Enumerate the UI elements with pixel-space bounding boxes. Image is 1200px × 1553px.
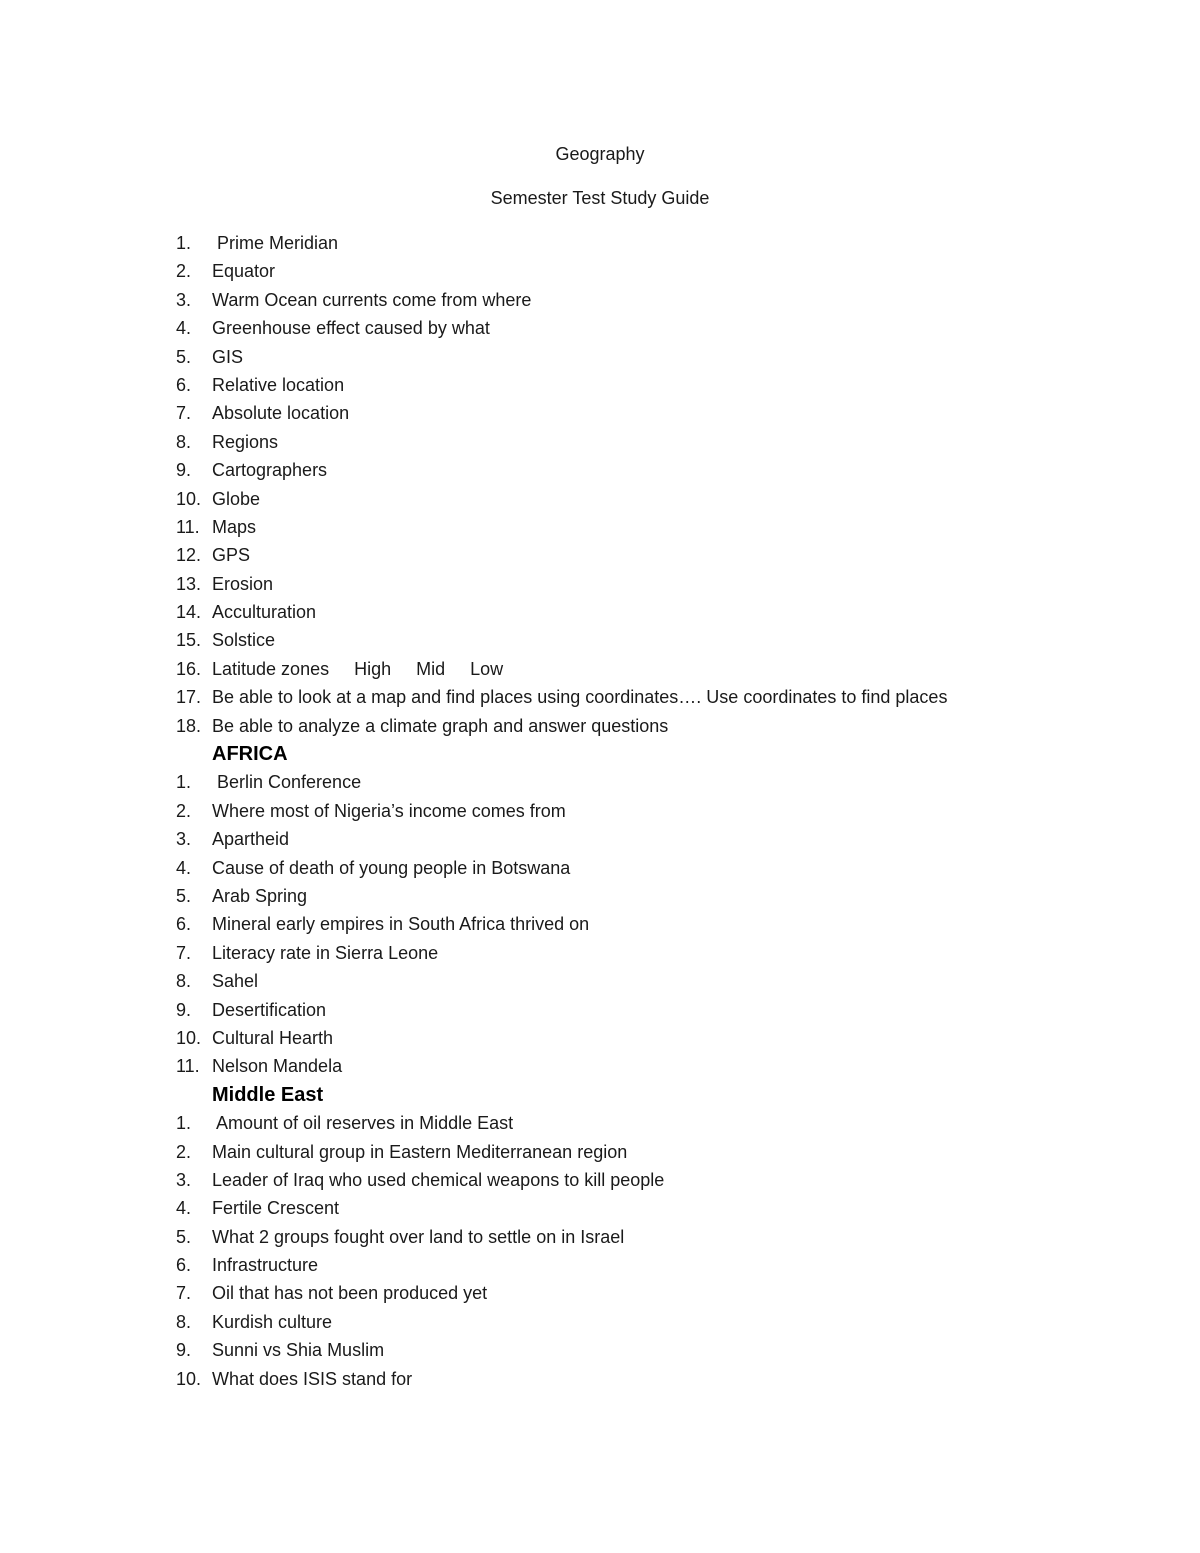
list-item-number: 7.	[176, 403, 192, 424]
list-item-number: 12.	[176, 545, 202, 566]
list-item	[176, 456, 1076, 484]
list-item-text: What 2 groups fought over land to settle on in Israel	[212, 1226, 625, 1247]
list-item-number: 4.	[176, 318, 192, 339]
list-item-text: Sunni vs Shia Muslim	[212, 1340, 385, 1361]
list-item	[176, 286, 1076, 314]
list-item-text: Be able to analyze a climate graph and answer questions	[212, 715, 669, 736]
list-item-number: 3.	[176, 1169, 192, 1190]
list-item-number: 10.	[176, 488, 202, 509]
list-item-number: 1.	[176, 772, 192, 793]
list-item-text: Oil that has not been produced yet	[212, 1283, 488, 1304]
list-item	[176, 854, 1076, 882]
list-item-text: Kurdish culture	[212, 1311, 333, 1332]
list-item-text: Warm Ocean currents come from where	[212, 289, 532, 310]
list-item	[176, 314, 1076, 342]
list-item-number: 11.	[176, 1056, 200, 1077]
list-item-text: Mineral early empires in South Africa thrived on	[212, 914, 590, 935]
list-item	[176, 485, 1076, 513]
study-list	[176, 229, 1076, 740]
list-item	[176, 655, 1076, 683]
list-item-number: 9.	[176, 999, 192, 1020]
section-heading-middle-east: Middle East	[212, 1083, 324, 1106]
list-item	[176, 1052, 1076, 1080]
list-item	[176, 598, 1076, 626]
list-item	[176, 683, 1076, 711]
list-item-number: 18.	[176, 715, 202, 736]
list-item-text: Apartheid	[212, 829, 290, 850]
list-item-text: Amount of oil reserves in Middle East	[212, 1113, 514, 1134]
list-item-text: Equator	[212, 261, 276, 282]
list-item	[176, 939, 1076, 967]
list-item	[176, 1109, 1076, 1137]
list-item-text: Absolute location	[212, 403, 350, 424]
list-item-number: 2.	[176, 261, 192, 282]
list-item-number: 14.	[176, 602, 202, 623]
list-item-number: 6.	[176, 374, 192, 395]
list-item	[176, 399, 1076, 427]
list-item	[176, 257, 1076, 285]
list-item-number: 9.	[176, 1340, 192, 1361]
list-item	[176, 910, 1076, 938]
list-item	[176, 513, 1076, 541]
list-item	[176, 768, 1076, 796]
list-item	[176, 967, 1076, 995]
list-item	[176, 371, 1076, 399]
list-item-number: 11.	[176, 516, 200, 537]
list-item-number: 16.	[176, 658, 202, 679]
list-item	[176, 626, 1076, 654]
list-item-text: Acculturation	[212, 602, 317, 623]
list-item-text: Arab Spring	[212, 885, 308, 906]
list-item-number: 3.	[176, 289, 192, 310]
list-item	[176, 1194, 1076, 1222]
list-item-text: Nelson Mandela	[212, 1056, 343, 1077]
list-item-number: 13.	[176, 573, 202, 594]
list-item-number: 7.	[176, 942, 192, 963]
document-title: Geography	[555, 144, 645, 164]
list-item-number: 9.	[176, 460, 192, 481]
list-item	[176, 229, 1076, 257]
list-item-number: 6.	[176, 1255, 192, 1276]
document-subtitle: Semester Test Study Guide	[490, 188, 710, 208]
list-item-number: 2.	[176, 800, 192, 821]
list-item-number: 2.	[176, 1141, 192, 1162]
list-item-number: 1.	[176, 1113, 192, 1134]
list-item-number: 7.	[176, 1283, 192, 1304]
list-item	[176, 428, 1076, 456]
list-item-text: Regions	[212, 431, 279, 452]
list-item	[176, 882, 1076, 910]
list-item	[176, 996, 1076, 1024]
list-item-number: 5.	[176, 346, 192, 367]
list-item-text: What does ISIS stand for	[212, 1368, 413, 1389]
list-item-text: Globe	[212, 488, 261, 509]
list-item-text: Where most of Nigeria’s income comes from	[212, 800, 566, 821]
list-item-text: Be able to look at a map and find places using coordinates…. Use coordinates to find places	[212, 687, 948, 708]
list-item	[176, 570, 1076, 598]
list-item-number: 15.	[176, 630, 202, 651]
list-item-number: 3.	[176, 829, 192, 850]
list-item-text: Cartographers	[212, 460, 328, 481]
section-heading-africa: AFRICA	[212, 743, 288, 766]
list-item-text: Greenhouse effect caused by what	[212, 318, 490, 339]
list-item-number: 10.	[176, 1368, 202, 1389]
list-item	[176, 1138, 1076, 1166]
list-item-text: Maps	[212, 516, 257, 537]
list-item-number: 8.	[176, 971, 192, 992]
list-item-number: 6.	[176, 914, 192, 935]
list-item-text: Cause of death of young people in Botswana	[212, 857, 571, 878]
list-item	[176, 797, 1076, 825]
list-item-text: Prime Meridian	[212, 233, 339, 253]
list-item	[176, 1166, 1076, 1194]
list-item-text: Solstice	[212, 630, 276, 651]
list-item-number: 4.	[176, 857, 192, 878]
list-item-text: Desertification	[212, 999, 327, 1020]
list-item	[176, 1223, 1076, 1251]
study-guide-content	[176, 229, 1076, 1393]
study-list	[176, 1109, 1076, 1393]
list-item	[176, 1308, 1076, 1336]
list-item-number: 5.	[176, 1226, 192, 1247]
list-item-number: 8.	[176, 1311, 192, 1332]
list-item-text: Leader of Iraq who used chemical weapons to kill people	[212, 1169, 665, 1190]
list-item	[176, 1279, 1076, 1307]
list-item-number: 1.	[176, 233, 192, 253]
study-list	[176, 768, 1076, 1080]
list-item	[176, 712, 1076, 740]
list-item-number: 10.	[176, 1027, 202, 1048]
list-item-text: Relative location	[212, 374, 345, 395]
list-item-text: Fertile Crescent	[212, 1198, 340, 1219]
list-item	[176, 1365, 1076, 1393]
list-item-text: GIS	[212, 346, 244, 367]
list-item-number: 5.	[176, 885, 192, 906]
list-item	[176, 1251, 1076, 1279]
list-item-number: 8.	[176, 431, 192, 452]
list-item	[176, 1336, 1076, 1364]
list-item	[176, 541, 1076, 569]
list-item-text: Main cultural group in Eastern Mediterranean region	[212, 1141, 628, 1162]
list-item	[176, 825, 1076, 853]
list-item	[176, 1024, 1076, 1052]
list-item-text: Erosion	[212, 573, 274, 594]
list-item	[176, 343, 1076, 371]
list-item-text: Cultural Hearth	[212, 1027, 334, 1048]
list-item-text: Berlin Conference	[212, 772, 362, 793]
list-item-text: Infrastructure	[212, 1255, 319, 1276]
list-item-text: Sahel	[212, 971, 259, 992]
list-item-text: GPS	[212, 545, 251, 566]
list-item-number: 4.	[176, 1198, 192, 1219]
list-item-text: Latitude zones High Mid Low	[212, 658, 504, 679]
list-item-text: Literacy rate in Sierra Leone	[212, 942, 439, 963]
list-item-number: 17.	[176, 687, 202, 708]
